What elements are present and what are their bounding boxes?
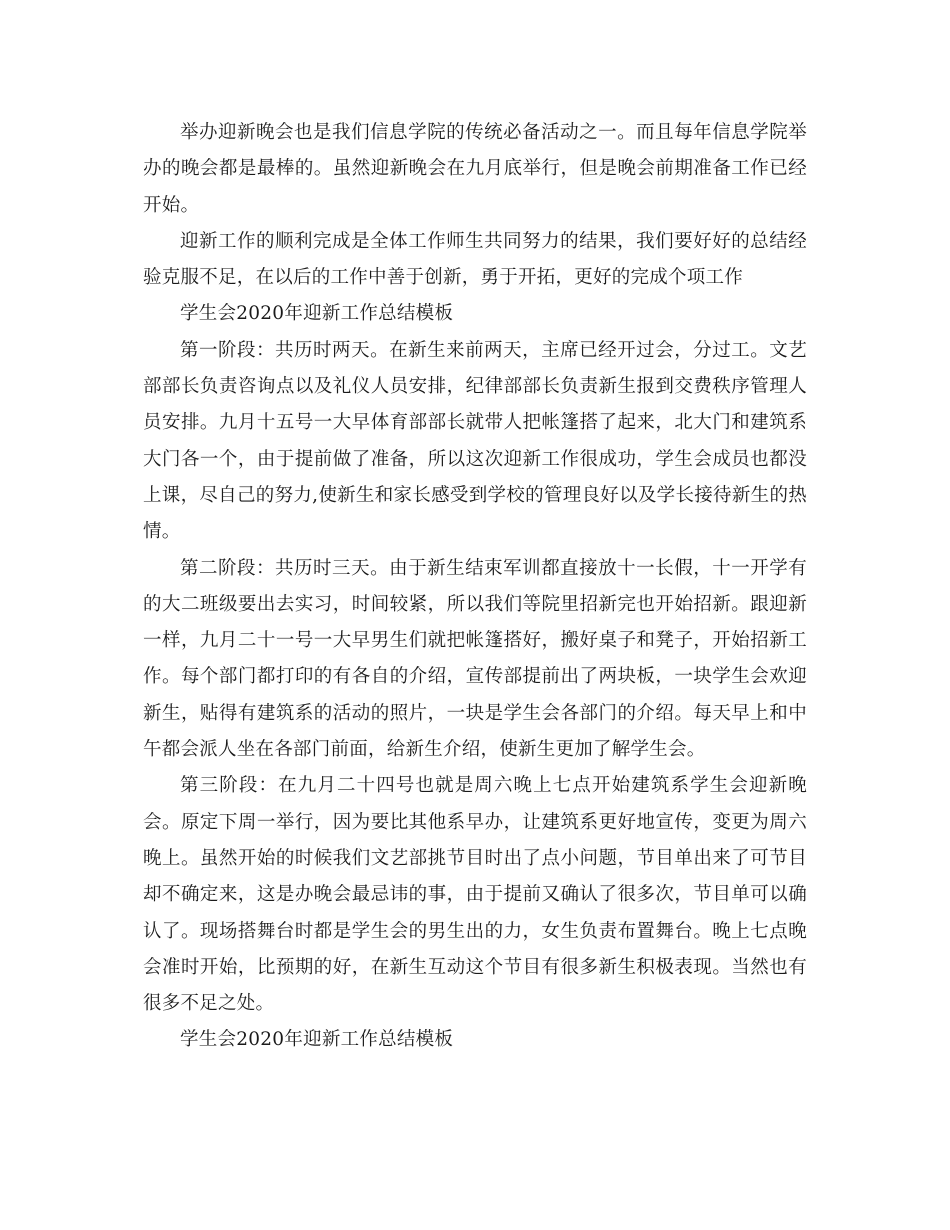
paragraph: 第三阶段：在九月二十四号也就是周六晚上七点开始建筑系学生会迎新晚会。原定下周一举行，因为要比其他系早办，让建筑系更好地宣传，变更为周六晚上。虽然开始的时候我们文艺部挑节目时出了点小问题，节目单出来了可节目却不确定来，这是办晚会最忌讳的事，由于提前又确认了很多次，节目单可以确认了。现场搭舞台时都是学生会的男生出的力，女生负责布置舞台。晚上七点晚会准时开始，比预期的好，在新生互动这个节目有很多新生积极表现。当然也有很多不足之处。	[143, 775, 807, 1015]
section-heading: 学生会2020年迎新工作总结模板	[180, 303, 454, 325]
paragraph: 第二阶段：共历时三天。由于新生结束军训都直接放十一长假，十一开学有的大二班级要出去实习，时间较紧，所以我们等院里招新完也开始招新。跟迎新一样，九月二十一号一大早男生们就把帐篷搭好，搬好桌子和凳子，开始招新工作。每个部门都打印的有各自的介绍，宣传部提前出了两块板，一块学生会欢迎新生，贴得有建筑系的活动的照片，一块是学生会各部门的介绍。每天早上和中午都会派人坐在各部门前面，给新生介绍，使新生更加了解学生会。	[143, 557, 807, 761]
document-body	[143, 115, 807, 1059]
section-heading: 学生会2020年迎新工作总结模板	[180, 1029, 454, 1051]
paragraph: 第一阶段：共历时两天。在新生来前两天，主席已经开过会，分过工。文艺部部长负责咨询点以及礼仪人员安排，纪律部部长负责新生报到交费秩序管理人员安排。九月十五号一大早体育部部长就带人把帐篷搭了起来，北大门和建筑系大门各一个，由于提前做了准备，所以这次迎新工作很成功，学生会成员也都没上课，尽自己的努力,使新生和家长感受到学校的管理良好以及学长接待新生的热情。	[143, 339, 807, 543]
paragraph: 迎新工作的顺利完成是全体工作师生共同努力的结果，我们要好好的总结经验克服不足，在以后的工作中善于创新，勇于开拓，更好的完成个项工作	[143, 230, 807, 289]
paragraph: 举办迎新晚会也是我们信息学院的传统必备活动之一。而且每年信息学院举办的晚会都是最棒的。虽然迎新晚会在九月底举行，但是晚会前期准备工作已经开始。	[143, 122, 807, 216]
